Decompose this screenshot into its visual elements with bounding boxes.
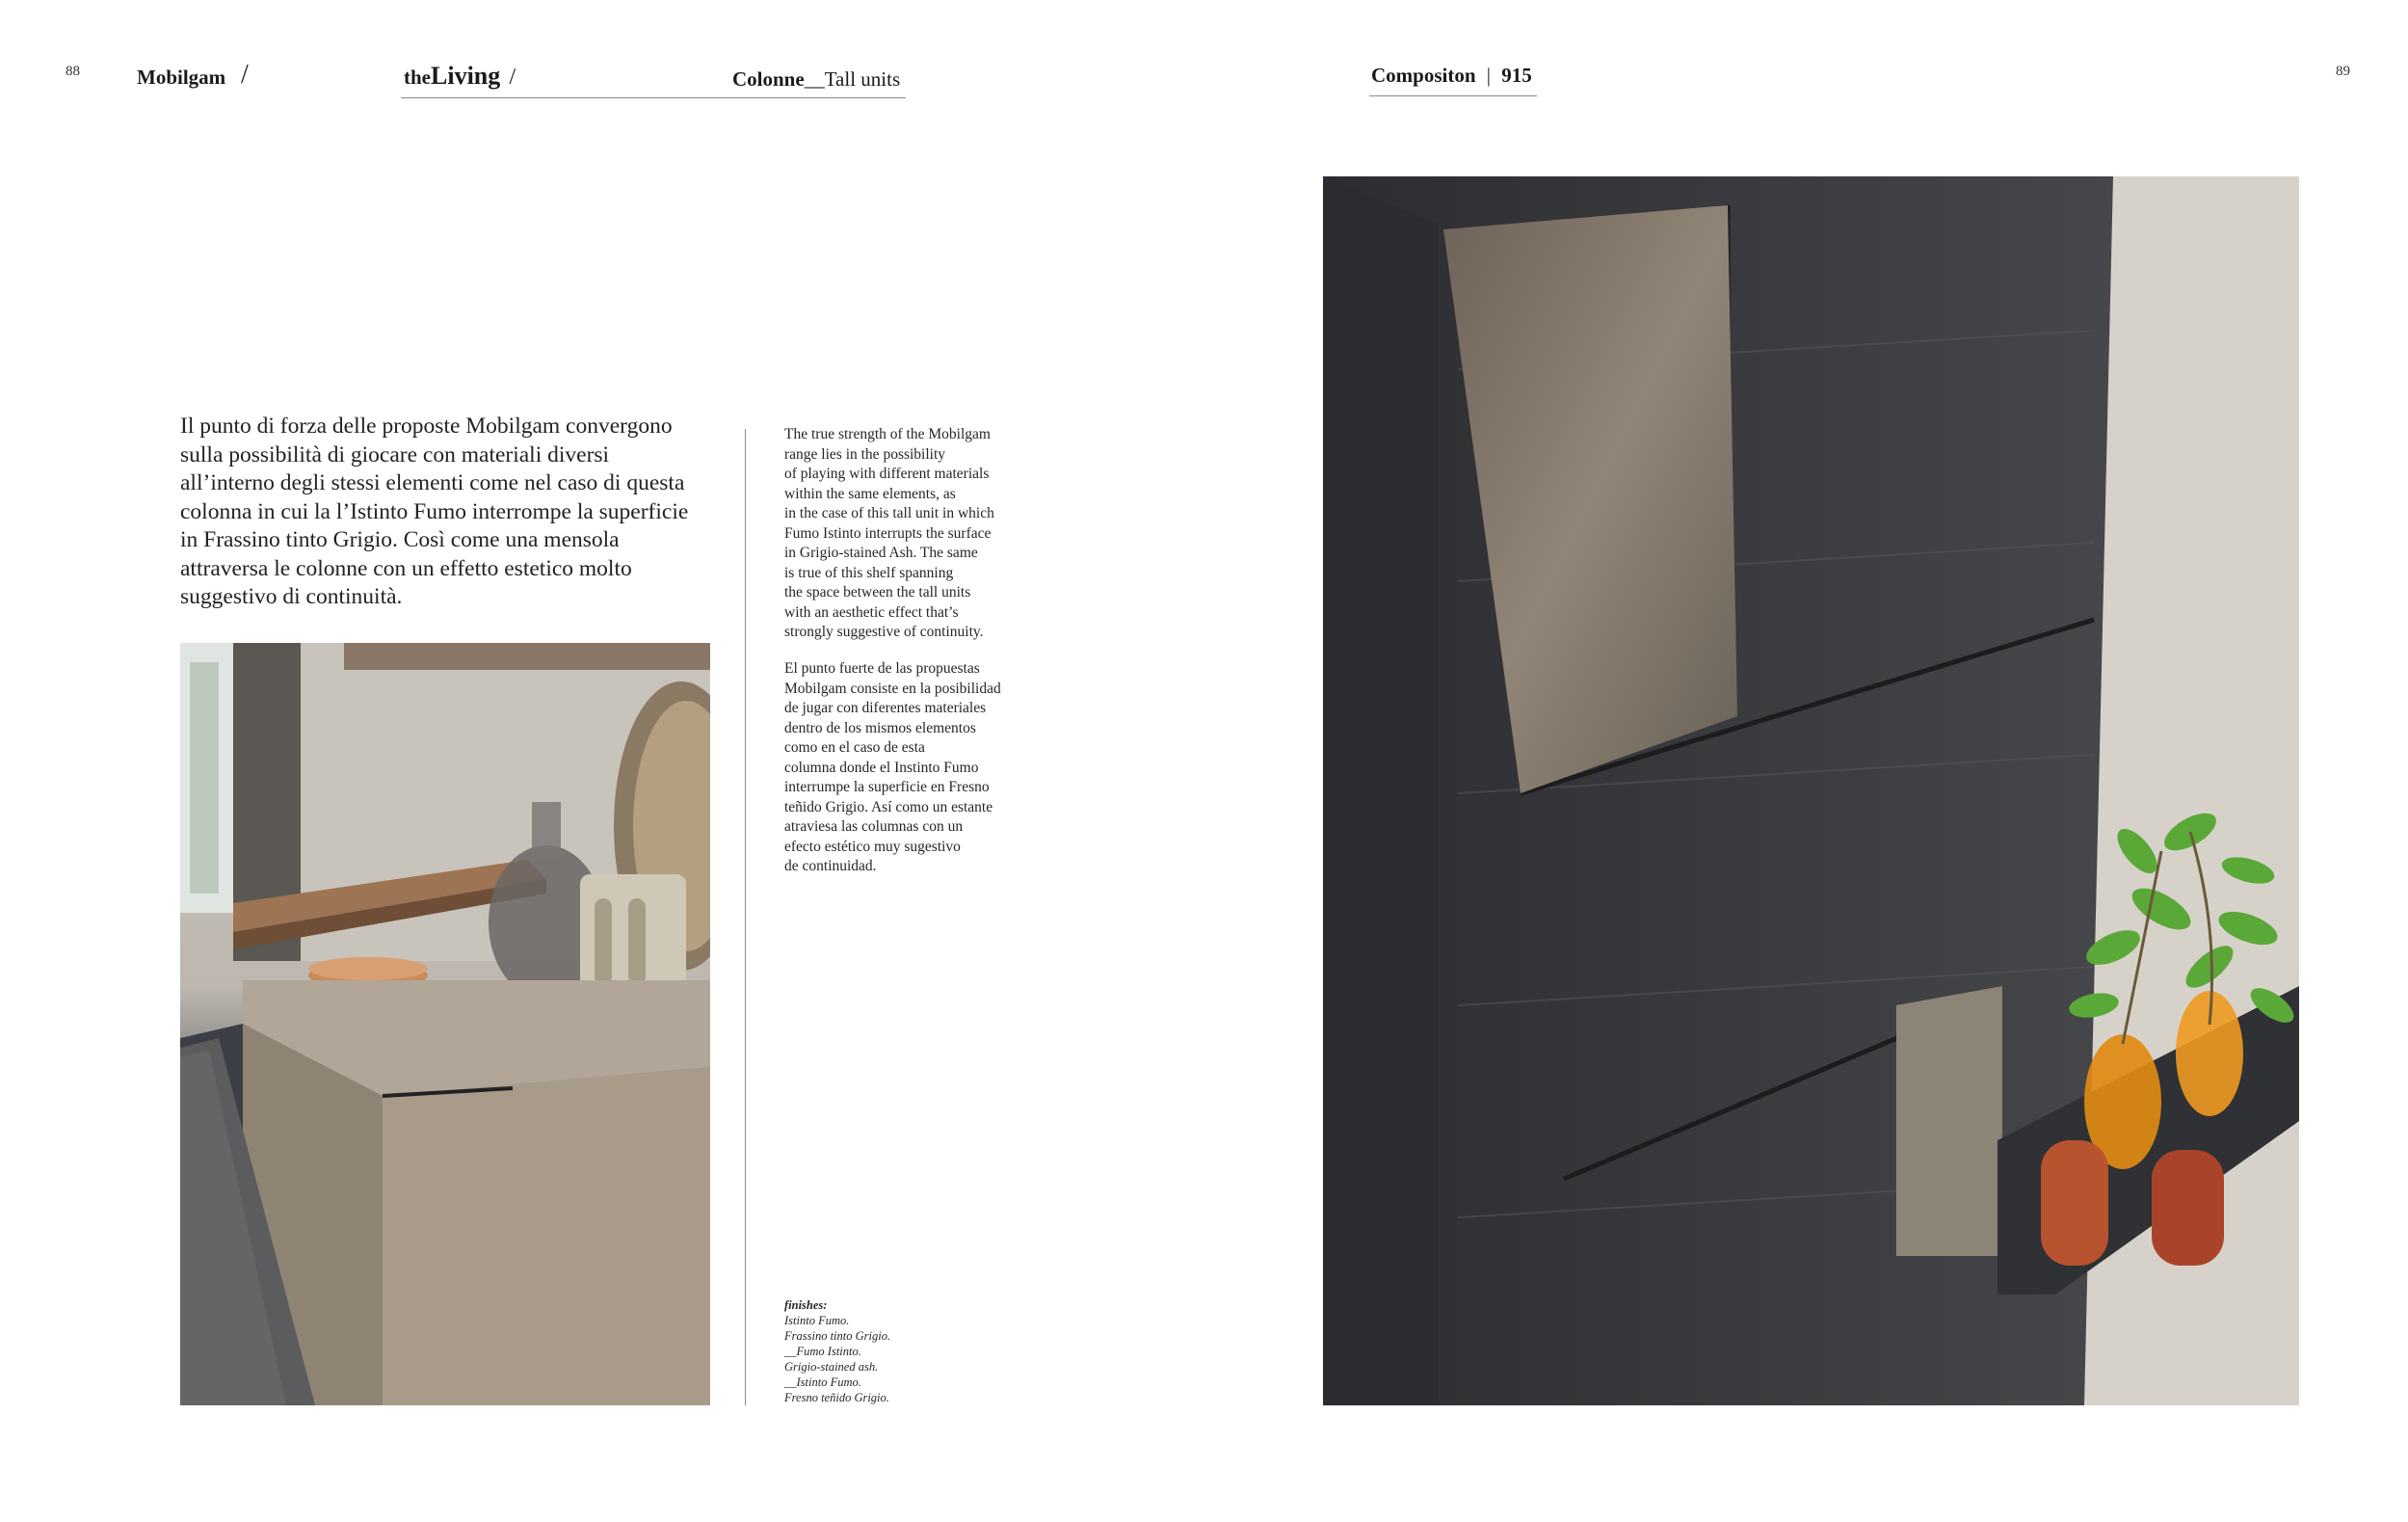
intro-line: Il punto di forza delle proposte Mobilgam convergono bbox=[180, 414, 673, 439]
intro-line: colonna in cui la l’Istinto Fumo interrompe la superficie bbox=[180, 498, 689, 524]
intro-italian bbox=[180, 413, 720, 612]
finishes-label: finishes: bbox=[784, 1298, 828, 1312]
collection-prefix: the bbox=[404, 66, 431, 89]
body-spanish bbox=[784, 659, 1035, 877]
body-english bbox=[784, 425, 1035, 643]
finish-item: Frassino tinto Grigio. bbox=[784, 1329, 891, 1343]
body-line: the space between the tall units bbox=[784, 584, 971, 601]
column-divider bbox=[745, 429, 746, 1405]
body-line: Fumo Istinto interrupts the surface bbox=[784, 524, 992, 542]
body-line: interrumpe la superficie en Fresno bbox=[784, 779, 990, 795]
finish-item: Istinto Fumo. bbox=[784, 1314, 850, 1327]
body-line: within the same elements, as bbox=[784, 485, 956, 502]
body-line: with an aesthetic effect that’s bbox=[784, 603, 959, 621]
tall-unit-illustration bbox=[1323, 176, 2299, 1405]
section-title bbox=[732, 67, 900, 92]
body-line: Mobilgam consiste en la posibilidad bbox=[784, 680, 1001, 697]
body-line: de continuidad. bbox=[784, 858, 877, 874]
composition-number: 915 bbox=[1501, 64, 1532, 87]
collection-name: Living bbox=[431, 62, 501, 90]
section-name-it: Colonne bbox=[732, 67, 805, 91]
living-room-photo bbox=[180, 643, 710, 1405]
intro-line: sulla possibilità di giocare con materiali diversi bbox=[180, 441, 610, 467]
composition-label bbox=[1371, 64, 1532, 88]
body-line: is true of this shelf spanning bbox=[784, 564, 954, 581]
body-line: of playing with different materials bbox=[784, 466, 990, 482]
finish-item: Grigio-stained ash. bbox=[784, 1360, 879, 1374]
intro-line: all’interno degli stessi elementi come nel caso di questa bbox=[180, 470, 685, 495]
intro-line: attraversa le colonne con un effetto estetico molto bbox=[180, 555, 632, 581]
brand-separator: / bbox=[241, 60, 249, 90]
body-line: El punto fuerte de las propuestas bbox=[784, 660, 980, 677]
body-line: range lies in the possibility bbox=[784, 445, 946, 463]
body-line: strongly suggestive of continuity. bbox=[784, 624, 984, 640]
body-line: dentro de los mismos elementos bbox=[784, 719, 976, 736]
brand-name: Mobilgam bbox=[137, 66, 226, 89]
page-number-right: 89 bbox=[2336, 64, 2350, 79]
body-line: de jugar con diferentes materiales bbox=[784, 700, 987, 716]
section-name-en: Tall units bbox=[824, 67, 901, 91]
body-line: columna donde el Instinto Fumo bbox=[784, 759, 979, 776]
tall-unit-photo bbox=[1323, 176, 2299, 1405]
intro-line: in Frassino tinto Grigio. Così come una mensola bbox=[180, 527, 620, 552]
body-line: teñido Grigio. Así como un estante bbox=[784, 798, 993, 815]
finishes-list bbox=[784, 1297, 977, 1405]
body-line: in Grigio-stained Ash. The same bbox=[784, 545, 978, 561]
composition-word: Compositon bbox=[1371, 64, 1476, 87]
body-line: in the case of this tall unit in which bbox=[784, 505, 994, 521]
brand-label bbox=[137, 66, 225, 90]
finish-item: __Istinto Fumo. bbox=[784, 1375, 861, 1389]
section-separator: __ bbox=[804, 67, 825, 91]
finish-item: __Fumo Istinto. bbox=[784, 1345, 861, 1358]
intro-line: suggestivo di continuità. bbox=[180, 584, 403, 609]
body-line: como en el caso de esta bbox=[784, 739, 925, 756]
body-line: atraviesa las columnas con un bbox=[784, 818, 964, 835]
header-rule-right bbox=[1369, 95, 1537, 96]
body-line: efecto estético muy sugestivo bbox=[784, 838, 961, 855]
finish-item: Fresno teñido Grigio. bbox=[784, 1391, 889, 1404]
page-number-left: 88 bbox=[66, 64, 80, 79]
body-line: The true strength of the Mobilgam bbox=[784, 426, 991, 442]
header-rule-left bbox=[401, 97, 906, 98]
collection-separator: / bbox=[509, 65, 516, 90]
collection-title bbox=[404, 62, 516, 91]
composition-separator: | bbox=[1486, 64, 1491, 87]
living-room-illustration bbox=[180, 643, 710, 1405]
